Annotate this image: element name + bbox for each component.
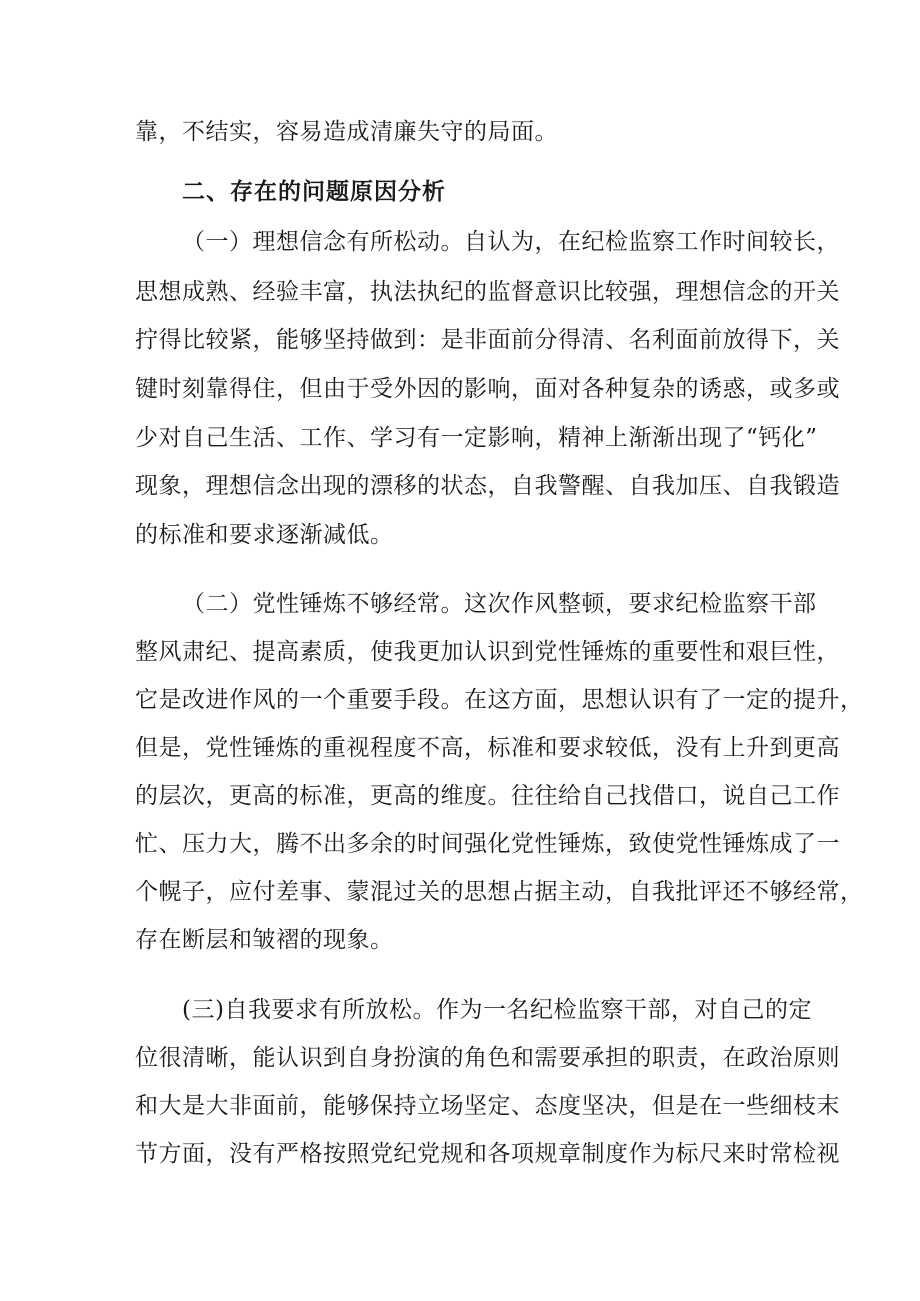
paragraph-line: 整风肃纪、提高素质，使我更加认识到党性锤炼的重要性和艰巨性， — [135, 639, 840, 665]
paragraph-line: 它是改进作风的一个重要手段。在这方面，思想认识有了一定的提升， — [135, 687, 864, 713]
paragraph-line: （二）党性锤炼不够经常。这次作风整顿，要求纪检监察干部 — [182, 591, 817, 617]
paragraph-line: 现象，理想信念出现的漂移的状态，自我警醒、自我加压、自我锻造 — [135, 473, 840, 499]
paragraph-line: 忙、压力大，腾不出多余的时间强化党性锤炼，致使党性锤炼成了一 — [135, 831, 840, 857]
section-heading: 二、存在的问题原因分析 — [182, 178, 446, 205]
paragraph-line: 键时刻靠得住，但由于受外因的影响，面对各种复杂的诱惑，或多或 — [135, 376, 840, 402]
paragraph-line: 拧得比较紧，能够坚持做到：是非面前分得清、名利面前放得下，关 — [135, 327, 840, 353]
paragraph-line: 个幌子，应付差事、蒙混过关的思想占据主动，自我批评还不够经常， — [135, 879, 864, 905]
paragraph-line: 的层次，更高的标准，更高的维度。往往给自己找借口，说自己工作 — [135, 783, 840, 809]
paragraph-line: 思想成熟、经验丰富，执法执纪的监督意识比较强，理想信念的开关 — [135, 279, 840, 305]
paragraph-line: 和大是大非面前，能够保持立场坚定、态度坚决，但是在一些细枝末 — [135, 1093, 840, 1119]
paragraph-line: 节方面，没有严格按照党纪党规和各项规章制度作为标尺来时常检视 — [135, 1141, 840, 1167]
paragraph-line: 的标准和要求逐渐减低。 — [135, 522, 394, 548]
paragraph-line: 靠，不结实，容易造成清廉失守的局面。 — [135, 119, 558, 145]
paragraph-line: 存在断层和皱褶的现象。 — [135, 927, 394, 953]
paragraph-line: (三)自我要求有所放松。作为一名纪检监察干部，对自己的定 — [182, 997, 812, 1023]
paragraph-line: 少对自己生活、工作、学习有一定影响，精神上渐渐出现了“钙化” — [135, 425, 818, 451]
paragraph-line: 但是，党性锤炼的重视程度不高，标准和要求较低，没有上升到更高 — [135, 735, 840, 761]
paragraph-line: （一）理想信念有所松动。自认为，在纪检监察工作时间较长， — [182, 229, 840, 255]
paragraph-line: 位很清晰，能认识到自身扮演的角色和需要承担的职责，在政治原则 — [135, 1045, 840, 1071]
